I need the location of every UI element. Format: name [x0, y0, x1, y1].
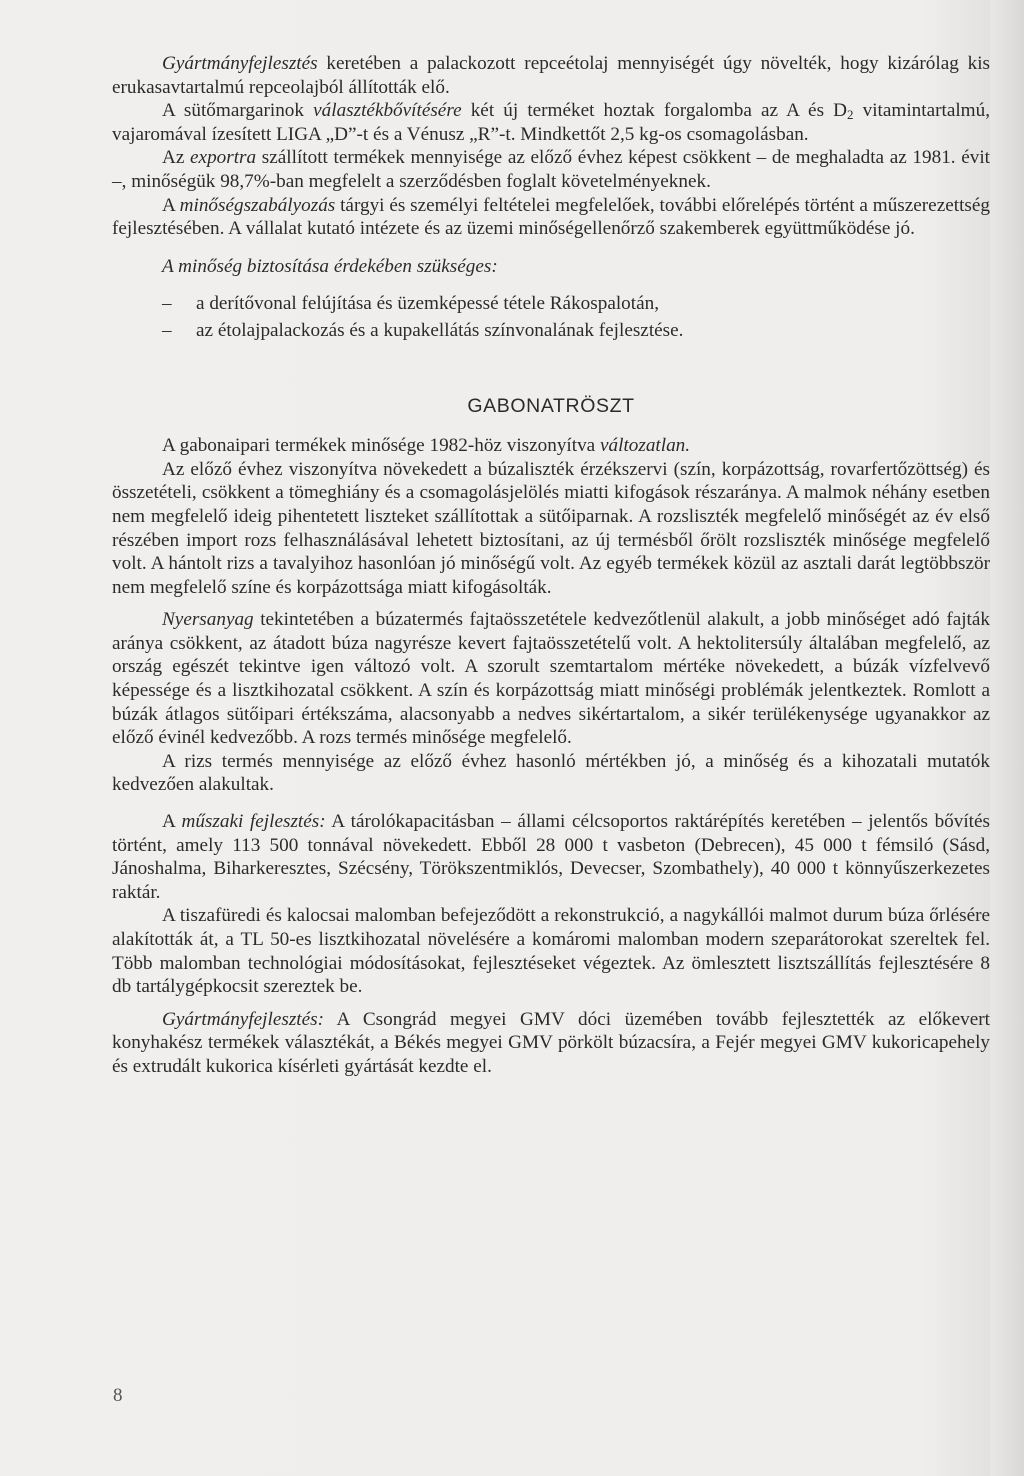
- paragraph-product-development-gmv: [112, 1008, 990, 1079]
- paragraph-quality-regulation: [112, 194, 990, 241]
- emphasis: választékbővítésére: [313, 100, 462, 122]
- emphasis: Gyártmányfejlesztés:: [162, 1008, 324, 1030]
- paragraph-text: tárgyi és személyi feltételei megfelelőek, további előrelépés történt a műszerezettség fejlesztésében. A vállalat kutató intézete és az üzemi minőségellenőrző szakemberek együttműködése jó.: [112, 194, 990, 240]
- list-item: [112, 319, 990, 343]
- paragraph-text: A: [162, 194, 180, 216]
- paragraph-text: tekintetében a búzatermés fajtaösszetétele kedvezőtlenül alakult, a jobb minőséget adó fajták aránya csökkent, az átadott búza nagyrésze kevert fajtaösszetételű volt. A hektolitersúly általában megfelelő, az ország egészét tekintve igen változó volt. A szorult szemtartalom mértéke növekedett, a búzák vízfelvevő képessége és a lisztkihozatal csökkent. A szín és korpázottság miatt minőségi problémák jelentkeztek. Romlott a búzák átlagos sütőipari értékszáma, alacsonyabb a nedves sikértartalom, a sikér terülékenysége ugyanakkor az előző évinél kedvezőbb. A rozs termés minősége megfelelő.: [112, 609, 990, 749]
- page-edge-shadow: [990, 0, 1024, 1476]
- page-number: 8: [113, 1385, 123, 1406]
- emphasis: exportra: [190, 147, 257, 169]
- paragraph-flour-defects: Az előző évhez viszonyítva növekedett a búzaliszték érzékszervi (szín, korpázottság, rovarfertőzöttség) és összetételi, csökkent a tömeghiány és a csomagolásjelölés miatti kifogások részaránya. A malmok néhány esetben nem megfelelő ideig pihentetett liszteket szállítottak a sütőiparnak. A rozsliszték megfelelő minőségét az év első részében import rozs felhasználásával lehetett biztosítani, az új termésből őrölt rozsliszték minősége megfelelő volt. A hántolt rizs a tavalyihoz hasonlóan jó minőségű volt. Az egyéb termékek közül az asztali darát legtöbbször nem megfelelő színe és korpázottsága miatt kifogásolták.: [112, 458, 990, 598]
- emphasis: minőségszabályozás: [179, 194, 336, 216]
- paragraph-text: két új terméket hoztak forgalomba az A és D: [461, 100, 848, 122]
- paragraph-text: Az: [162, 147, 191, 169]
- paragraph-mill-reconstruction: A tiszafüredi és kalocsai malomban befejeződött a rekonstrukció, a nagykállói malmot durum búza őrlésére alakították át, a TL 50-es lisztkihozatal növelésére a komáromi malomban modern szeparátorokat szereltek fel. Több malomban technológiai módosításokat, fejlesztéseket végeztek. Az ömlesztett lisztszállítás fejlesztésére 8 db tartálygépkocsit szereztek be.: [112, 905, 990, 998]
- subscript: 2: [847, 107, 854, 123]
- emphasis: Nyersanyag: [162, 609, 254, 631]
- dash-bullet: –: [162, 319, 172, 341]
- paragraph-text: A Csongrád megyei GMV dóci üzemében tovább fejlesztették az előkevert konyhakész termékek választékát, a Békés megyei GMV pörkölt búzacsíra, a Fejér megyei GMV kukoricapehely és extrudált kukorica kísérleti gyártását kezdte el.: [112, 1008, 990, 1077]
- emphasis: változatlan.: [600, 435, 691, 457]
- paragraph-text: A gabonaipari termékek minősége 1982-höz viszonyítva: [162, 435, 600, 457]
- dash-bullet: –: [162, 293, 172, 315]
- paragraph-text: szállított termékek mennyisége az előző évhez képest csökkent – de meghaladta az 1981. évit –, minőségük 98,7%-ban megfelelt a szerződésben foglalt követelményeknek.: [112, 147, 991, 192]
- paragraph-text: A tárolókapacitásban – állami célcsoportos raktárépítés keretében – jelentős bővítés történt, amely 113 500 tonnával növekedett. Ebből 28 000 t vasbeton (Debrecen), 45 000 t fémsiló (Sásd, Jánoshalma, Biharkeresztes, Szécsény, Törökszentmiklós, Devecser, Szombathely), 40 000 t könnyűszerkezetes raktár.: [112, 811, 990, 903]
- paragraph-export: [112, 146, 990, 193]
- list-item-text: a derítővonal felújítása és üzemképessé tétele Rákospalotán,: [196, 293, 659, 315]
- paragraph-text: keretében a palackozott repceétolaj mennyiségét úgy növelték, hogy kizárólag kis erukasavtartalmú repceolajból állították elő.: [112, 53, 990, 98]
- section-title: GABONATRÖSZT: [467, 394, 635, 417]
- paragraph-text: A sütőmargarinok: [162, 100, 314, 122]
- paragraph-text: vitamintartalmú, vajaromával ízesített LIGA „D”-t és a Vénusz „R”-t. Mindkettőt 2,5 kg-os csomagolásban.: [112, 100, 990, 145]
- paragraph-margarine: [112, 99, 990, 146]
- emphasis: Gyártmányfejlesztés: [162, 53, 318, 74]
- emphasis: műszaki fejlesztés:: [181, 811, 326, 833]
- paragraph-technical-development: [112, 810, 990, 904]
- paragraph-text: A: [162, 811, 182, 833]
- quality-requirements-list: [112, 292, 990, 342]
- paragraph-product-development: [112, 52, 990, 99]
- list-item: [112, 292, 990, 316]
- text-body: [112, 52, 990, 1079]
- list-item-text: az étolajpalackozás és a kupakellátás színvonalának fejlesztése.: [196, 319, 684, 341]
- quality-requirements-heading: A minőség biztosítása érdekében szükséges:: [162, 255, 498, 277]
- paragraph-rice: A rizs termés mennyisége az előző évhez hasonló mértékben jó, a minőség és a kihozatali mutatók kedvezően alakultak.: [112, 750, 990, 796]
- paragraph-grain-quality: [112, 434, 990, 458]
- paragraph-raw-material: [112, 608, 990, 750]
